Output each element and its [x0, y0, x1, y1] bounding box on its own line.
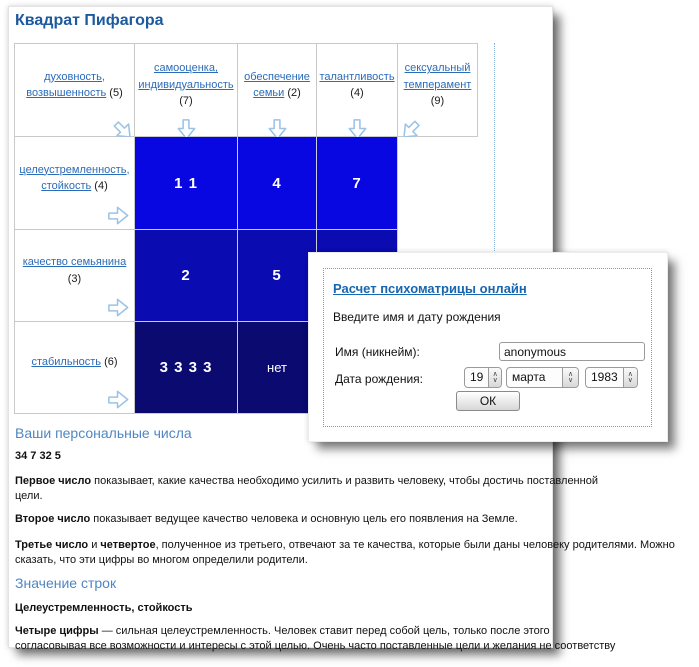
paragraph-first-number: Первое число показывает, какие качества необходимо усилить и развить человеку, чтобы достичь поставленной цели.: [15, 475, 598, 502]
stepper-arrows-icon: ∧ ∨: [623, 368, 637, 387]
col-header-spirituality-link[interactable]: духовность, возвышенность: [26, 70, 107, 99]
paragraph-four-digits: Четыре цифры — сильная целеустремленность. Человек ставит перед собой цель, только после этого согласовывая все возможности и интересы с этой целью. Очень часто поставленные цели и желания не соответству: [15, 625, 616, 652]
month-select-value: марта: [512, 370, 546, 384]
matrix-cell-fours: 4: [238, 137, 317, 230]
dialog-title-link[interactable]: Расчет психоматрицы онлайн: [333, 281, 527, 296]
day-select-value: 19: [470, 370, 484, 384]
matrix-cell-ones: 1 1: [135, 137, 238, 230]
stepper-arrows-icon: ∧ ∨: [562, 368, 578, 387]
arrow-right-icon: [106, 387, 131, 412]
name-input[interactable]: [499, 342, 645, 361]
col-header-temperament: сексуальный темперамент (9): [398, 44, 478, 137]
col-header-family-support: обеспечение семьи (2): [238, 44, 317, 137]
matrix-cell-sevens: 7: [317, 137, 398, 230]
matrix-cell-threes: 3 3 3 3: [135, 322, 238, 414]
personal-numbers-heading: Ваши персональные числа: [15, 425, 192, 441]
matrix-cell-sixes: нет: [238, 322, 317, 414]
matrix-cell-twos: 2: [135, 230, 238, 322]
matrix-cell-fives: 5: [238, 230, 317, 322]
arrow-right-icon: [106, 295, 131, 320]
day-select[interactable]: [464, 367, 502, 388]
arrow-right-icon: [106, 203, 131, 228]
col-header-family-support-link[interactable]: обеспечение семьи: [244, 70, 310, 99]
col-header-self-esteem-link[interactable]: самооценка, индивидуальность: [138, 62, 234, 91]
month-select[interactable]: [506, 367, 579, 388]
name-label: Имя (никнейм):: [335, 345, 420, 359]
psychomatrix-dialog: [308, 252, 668, 442]
year-select[interactable]: [585, 367, 638, 388]
paragraph-second-number: Второе число показывает ведущее качество человека и основную цель его появления на Земле.: [15, 513, 518, 525]
col-header-self-esteem: самооценка, индивидуальность (7): [135, 44, 238, 137]
col-header-spirituality: духовность, возвышенность (5): [15, 44, 135, 137]
row-header-family-quality-link[interactable]: качество семьянина: [22, 256, 127, 268]
empty-cell: [398, 137, 478, 230]
dialog-intro-text: Введите имя и дату рождения: [333, 310, 501, 324]
birthdate-label: Дата рождения:: [335, 372, 423, 386]
row-header-purposefulness-link[interactable]: целеустремленность, стойкость: [19, 163, 130, 192]
col-header-temperament-link[interactable]: сексуальный темперамент: [403, 62, 472, 91]
row-header-family-quality: качество семьянина (3): [15, 230, 135, 322]
col-header-talent-link[interactable]: талантливость: [319, 70, 395, 83]
row-header-stability: стабильность (6): [15, 322, 135, 414]
stepper-arrows-icon: ∧ ∨: [488, 368, 501, 387]
ok-button[interactable]: ОК: [456, 391, 520, 411]
year-select-value: 1983: [591, 370, 618, 384]
col-header-talent: талантливость (4): [317, 44, 398, 137]
row-header-purposefulness: целеустремленность, стойкость (4): [15, 137, 135, 230]
page-title: Квадрат Пифагора: [15, 12, 164, 29]
row-header-stability-link[interactable]: стабильность: [31, 356, 102, 369]
rows-meaning-subheading: Целеустремленность, стойкость: [15, 602, 193, 614]
paragraph-third-number: Третье число и четвертое, полученное из третьего, отвечают за те качества, которые были даны человеку родителями. Можно сказать, что эти цифры во многом определили родители.: [15, 539, 675, 566]
rows-meaning-heading: Значение строк: [15, 575, 117, 591]
personal-numbers-value: 34 7 32 5: [15, 450, 61, 462]
